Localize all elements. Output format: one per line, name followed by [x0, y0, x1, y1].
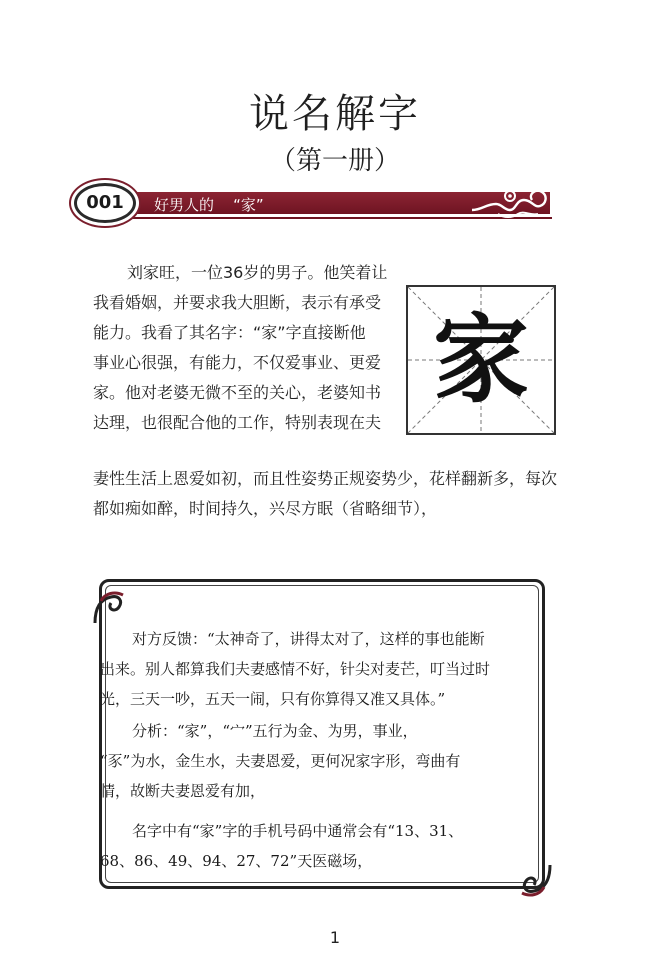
text-line: 名字中有“家”字的手机号码中通常会有“13、31、 [132, 822, 464, 840]
corner-ornament-icon [91, 587, 131, 627]
section-banner [74, 183, 550, 227]
text-line: 分析：“家”，“宀”五行为金、为男，事业， [132, 722, 418, 740]
section-number: 001 [86, 192, 124, 213]
text-line: “豕”为水，金生水，夫妻恩爱，更何况家字形，弯曲有 [100, 752, 461, 770]
text-line: 都如痴如醉，时间持久，兴尽方眠（省略细节）， [93, 499, 438, 518]
text-line: 刘家旺，一位36岁的男子。他笑着让 [127, 263, 388, 282]
text-line: 达理，也很配合他的工作，特别表现在夫 [93, 413, 382, 432]
text-line: 情，故断夫妻恩爱有加， [100, 782, 266, 800]
analysis-paragraph [100, 716, 540, 806]
text-line: 事业心很强，有能力，不仅爱事业、更爱 [93, 353, 382, 372]
phone-number-paragraph [100, 816, 540, 876]
text-line: 妻性生活上恩爱如初，而且性姿势正规姿势少，花样翻新多，每次 [93, 469, 558, 488]
text-line: 出来。别人都算我们夫妻感情不好，针尖对麦芒，叮当过时 [100, 660, 491, 678]
section-heading: 好男人的 “家” [154, 196, 264, 214]
text-line: 68、86、49、94、27、72”天医磁场， [100, 852, 373, 870]
text-line: 能力。我看了其名字：“家”字直接断他 [93, 323, 366, 342]
text-line: 光，三天一吵，五天一闹，只有你算得又准又具体。” [100, 690, 446, 708]
feedback-paragraph [100, 624, 540, 714]
story-paragraph [93, 258, 388, 438]
page-title: 说名解字 [249, 91, 421, 137]
text-line: 对方反馈：“太神奇了，讲得太对了，这样的事也能断 [132, 630, 485, 648]
story-paragraph-continued [93, 464, 593, 524]
auspicious-cloud-icon [468, 186, 552, 224]
volume-subtitle: （第一册） [269, 146, 400, 176]
featured-character: 家 [433, 303, 529, 416]
text-line: 我看婚姻，并要求我大胆断，表示有承受 [93, 293, 382, 312]
character-grid-box [406, 285, 556, 435]
page-number: 1 [329, 928, 341, 947]
text-line: 家。他对老婆无微不至的关心，老婆知书 [93, 383, 382, 402]
